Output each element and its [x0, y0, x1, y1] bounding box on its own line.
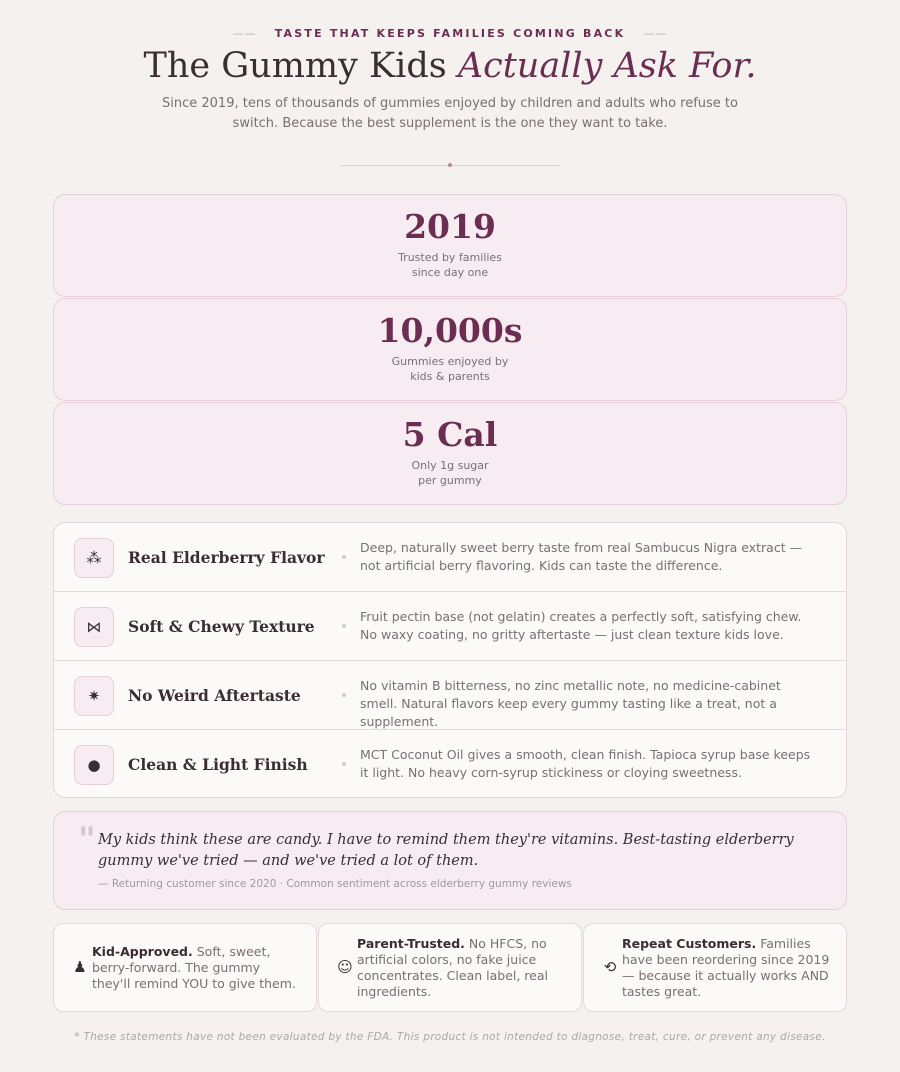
eyebrow-text: TASTE THAT KEEPS FAMILIES COMING BACK — [274, 27, 626, 40]
quote-icon: " — [78, 820, 96, 860]
droplet-icon: ● — [74, 745, 114, 785]
feature-title: Soft & Chewy Texture — [128, 617, 315, 636]
stat-caption — [54, 354, 846, 384]
feature-separator — [342, 555, 346, 559]
stat-caption-line: per gummy — [418, 474, 482, 487]
stat-value: 5 Cal — [402, 415, 498, 454]
badge-text — [357, 936, 567, 1000]
feature-title: Real Elderberry Flavor — [128, 548, 325, 567]
feature-separator — [342, 624, 346, 628]
feature-description: Deep, naturally sweet berry taste from real Sambucus Nigra extract — not artificial berry flavoring. Kids can taste the difference. — [360, 540, 803, 573]
feature-description: No vitamin B bitterness, no zinc metallic note, no medicine-cabinet smell. Natural flavors keep every gummy tasting like a treat, not a supplement. — [360, 678, 781, 729]
stat-card-calories — [53, 402, 847, 505]
stat-card-gummies — [53, 298, 847, 401]
feature-description: Fruit pectin base (not gelatin) creates a perfectly soft, satisfying chew. No waxy coating, no gritty aftertaste — just clean texture kids love. — [360, 609, 802, 642]
berry-icon: ⁂ — [74, 538, 114, 578]
stat-card-year — [53, 194, 847, 297]
feature-title: Clean & Light Finish — [128, 755, 308, 774]
testimonial-attribution: — Returning customer since 2020 · Common sentiment across elderberry gummy reviews — [98, 878, 572, 890]
badge-title: Kid-Approved. — [92, 944, 193, 959]
stat-caption-line: Only 1g sugar — [411, 459, 489, 472]
stat-caption-line: Gummies enjoyed by — [391, 355, 509, 368]
testimonial-quote: My kids think these are candy. I have to remind them they're vitamins. Best-tasting elderberry gummy we've tried — and we've tried a lot of them. — [98, 832, 794, 869]
candy-icon: ⋈ — [74, 607, 114, 647]
eyebrow-dash-right: —— — [643, 27, 668, 40]
feature-list — [53, 522, 847, 798]
badge-text — [92, 944, 302, 992]
divider-dot — [448, 163, 452, 167]
headline-accent: Actually Ask For. — [457, 46, 757, 86]
child-icon: ♟ — [73, 958, 87, 976]
feature-separator — [342, 693, 346, 697]
leaf-sparkle-icon: ✷ — [74, 676, 114, 716]
stat-caption — [54, 458, 846, 488]
stat-caption-line: since day one — [411, 266, 489, 279]
badge-body: Families have been reordering since 2019 — because it actually works AND tastes great. — [622, 936, 830, 999]
eyebrow-dash-left: —— — [232, 27, 257, 40]
badge-body: Soft, sweet, berry-forward. The gummy they'll remind YOU to give them. — [92, 944, 296, 991]
feature-row — [54, 730, 846, 798]
badge-parent-trusted — [318, 923, 582, 1012]
eyebrow — [0, 27, 900, 40]
stat-caption-line: kids & parents — [410, 370, 490, 383]
repeat-icon: ⟲ — [603, 958, 617, 976]
feature-row — [54, 592, 846, 661]
subcopy: Since 2019, tens of thousands of gummies enjoyed by children and adults who refuse to switch. Because the best supplement is the one they want to take. — [162, 96, 738, 131]
badge-text — [622, 936, 832, 1000]
badge-title: Repeat Customers. — [622, 936, 757, 951]
stat-value: 2019 — [404, 207, 496, 246]
feature-row — [54, 523, 846, 592]
feature-title: No Weird Aftertaste — [128, 686, 301, 705]
testimonial-card — [53, 811, 847, 910]
badge-title: Parent-Trusted. — [357, 936, 465, 951]
feature-description: MCT Coconut Oil gives a smooth, clean finish. Tapioca syrup base keeps it light. No heavy corn-syrup stickiness or cloying sweetness. — [360, 747, 811, 780]
stat-value: 10,000s — [377, 311, 523, 350]
page-title — [0, 46, 900, 86]
feature-separator — [342, 762, 346, 766]
badge-body: No HFCS, no artificial colors, no fake juice concentrates. Clean label, real ingredients. — [357, 936, 548, 999]
stat-caption — [54, 250, 846, 280]
parent-icon: ☺ — [337, 958, 353, 976]
badge-repeat-customers — [583, 923, 847, 1012]
badge-kid-approved — [53, 923, 317, 1012]
feature-row — [54, 661, 846, 730]
headline-main: The Gummy Kids — [143, 46, 458, 86]
stat-caption-line: Trusted by families — [398, 251, 502, 264]
fda-disclaimer: * These statements have not been evaluated by the FDA. This product is not intended to diagnose, treat, cure, or prevent any disease. — [74, 1031, 826, 1043]
